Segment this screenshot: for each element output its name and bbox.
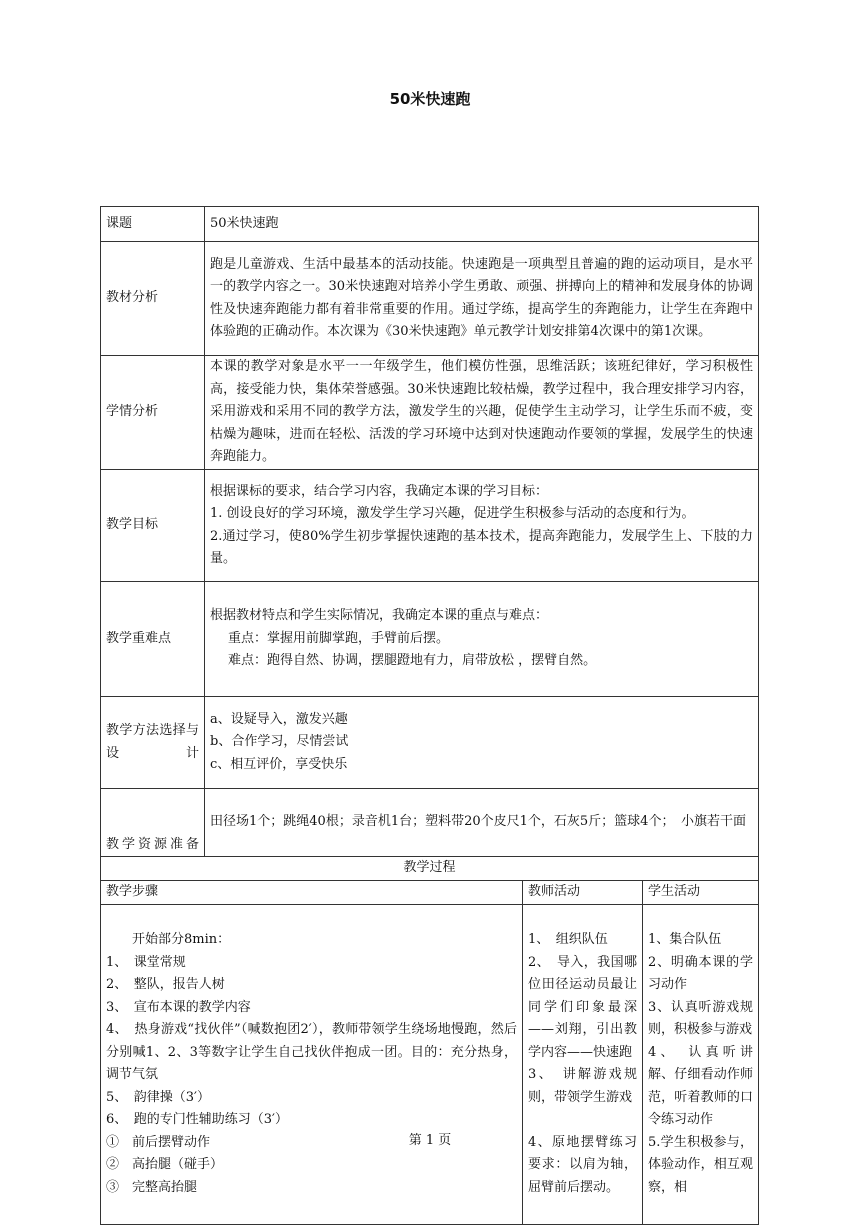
- value-resources: 田径场1个；跳绳40根；录音机1台；塑料带20个皮尺1个，石灰5斤；篮球4个； 小旗若干面: [205, 789, 759, 857]
- page-number: 第 1 页: [408, 1133, 452, 1148]
- step-line: 4、 热身游戏“找伙伴”（喊数抱团2′），教师带领学生绕场地慢跑，然后分别喊1、2、3等数字让学生自己找伙伴抱成一团。目的：充分热身，调节气氛: [106, 1022, 517, 1082]
- methods-line: a、设疑导入，激发兴趣: [210, 711, 348, 727]
- label-key-points: 教学重难点: [101, 582, 205, 697]
- row-goals: [101, 470, 759, 582]
- methods-line: c、相互评价，享受快乐: [210, 756, 348, 772]
- teacher-line: 1、 组织队伍: [528, 932, 608, 947]
- row-process-columns: [101, 881, 759, 905]
- teacher-line: 2、 导入，我国哪位田径运动员最让同学们印象最深——刘翔，引出教学内容——快速跑: [528, 954, 637, 1060]
- methods-line: b、合作学习，尽情尝试: [210, 734, 349, 750]
- student-line: 2、明确本课的学习动作: [648, 954, 753, 992]
- label-resources: 教学资源准备: [101, 789, 205, 857]
- value-students: 本课的教学对象是水平一一年级学生，他们模仿性强，思维活跃；该班纪律好，学习积极性高，接受能力快，集体荣誉感强。30米快速跑比较枯燥，教学过程中，我合理安排学习内容，采用游戏和采用不同的教学方法，激发学生的兴趣，促使学生主动学习，让学生乐而不疲，变枯燥为趣味，进而在轻松、活泼的学习环境中达到对快速跑动作要领的掌握，发展学生的快速奔跑能力。: [205, 356, 759, 470]
- value-goals: [205, 470, 759, 582]
- step-line: 3、 宣布本课的教学内容: [106, 999, 251, 1015]
- steps-cell: [101, 904, 523, 1224]
- row-resources: [101, 789, 759, 857]
- value-topic: 50米快速跑: [205, 207, 759, 242]
- step-line: ③ 完整高抬腿: [106, 1179, 198, 1195]
- student-cell: [643, 904, 759, 1224]
- student-line: 5.学生积极参与，体验动作，相互观察，相: [648, 1134, 753, 1195]
- row-process-heading: [101, 857, 759, 881]
- teacher-line: 4、原地摆臂练习要求：以肩为轴，屈臂前后摆动。: [528, 1134, 637, 1195]
- step-line: 5、 韵律操（3′）: [106, 1089, 210, 1105]
- row-topic: [101, 207, 759, 242]
- row-material: [101, 242, 759, 356]
- document-title: 50米快速跑: [389, 90, 471, 108]
- row-key-points: [101, 582, 759, 697]
- step-line: 开始部分8min：: [106, 932, 231, 947]
- goals-line: 2.通过学习，使80%学生初步掌握快速跑的基本技术，提高奔跑能力，发展学生上、下肢的力量。: [210, 528, 753, 566]
- value-key-points: [205, 582, 759, 697]
- step-line: ② 高抬腿（碰手）: [106, 1157, 224, 1172]
- process-heading: 教学过程: [101, 857, 759, 881]
- label-students: 学情分析: [101, 356, 205, 470]
- value-material: 跑是儿童游戏、生活中最基本的活动技能。快速跑是一项典型且普遍的跑的运动项目，是水平一的教学内容之一。30米快速跑对培养小学生勇敢、顽强、拼搏向上的精神和发展身体的协调性及快速奔跑能力都有着非常重要的作用。通过学练，提高学生的奔跑能力，让学生在奔跑中体验跑的正确动作。本次课为《30米快速跑》单元教学计划安排第4次课中的第1次课。: [205, 242, 759, 356]
- key-points-line: 根据教材特点和学生实际情况，我确定本课的重点与难点：: [210, 608, 549, 624]
- teacher-line: 3、 讲解游戏规则，带领学生游戏: [528, 1067, 637, 1105]
- column-steps: 教学步骤: [101, 881, 523, 905]
- student-line: 3、认真听游戏规则，积极参与游戏: [648, 999, 753, 1037]
- student-line: 1、集合队伍: [648, 932, 722, 947]
- student-line: 4、 认真听讲解、仔细看动作师范，听着教师的口令练习动作: [648, 1044, 753, 1127]
- label-methods: 教学方法选择与设计: [101, 697, 205, 789]
- column-teacher: 教师活动: [523, 881, 643, 905]
- lesson-plan-table: [100, 206, 759, 1225]
- key-points-line: 重点：掌握用前脚掌跑，手臂前后摆。: [228, 630, 450, 646]
- value-methods: [205, 697, 759, 789]
- goals-line: 1. 创设良好的学习环境，激发学生学习兴趣，促进学生积极参与活动的态度和行为。: [210, 506, 695, 521]
- label-goals: 教学目标: [101, 470, 205, 582]
- step-line: ① 前后摆臂动作: [106, 1134, 211, 1150]
- goals-line: 根据课标的要求，结合学习内容，我确定本课的学习目标：: [210, 483, 549, 499]
- step-line: 6、 跑的专门性辅助练习（3′）: [106, 1112, 288, 1127]
- row-process-content: [101, 904, 759, 1224]
- teacher-cell: [523, 904, 643, 1224]
- label-topic: 课题: [101, 207, 205, 242]
- step-line: 1、 课堂常规: [106, 954, 186, 970]
- row-students: [101, 356, 759, 470]
- step-line: 2、 整队，报告人树: [106, 977, 225, 992]
- row-methods: [101, 697, 759, 789]
- label-material: 教材分析: [101, 242, 205, 356]
- key-points-line: 难点：跑得自然、协调，摆腿蹬地有力，肩带放松 ，摆臂自然。: [228, 653, 597, 669]
- column-student: 学生活动: [643, 881, 759, 905]
